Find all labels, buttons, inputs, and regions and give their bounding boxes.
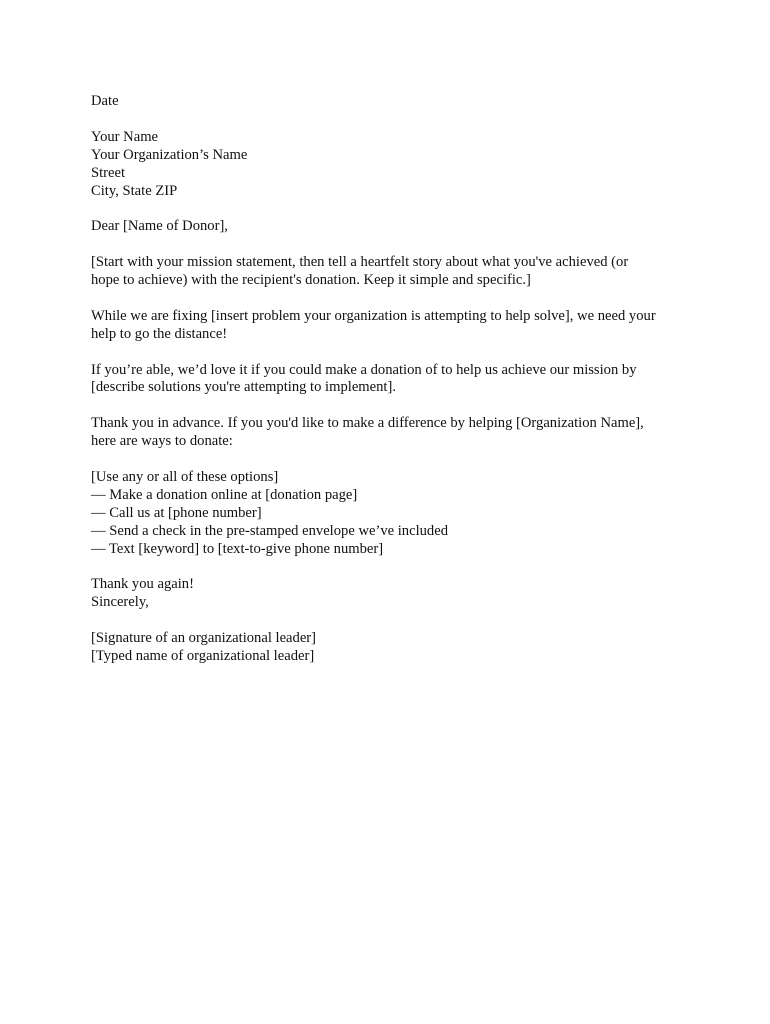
letter-date: Date [91,93,119,109]
paragraph-line: help to go the distance! [91,325,228,342]
donation-options [91,469,691,559]
option-item: — Send a check in the pre-stamped envelope we’ve included [91,522,449,539]
paragraph-mission [91,254,691,290]
signature-block [91,630,691,666]
sender-name: Your Name [91,128,159,145]
date-block [91,93,691,111]
option-item: — Text [keyword] to [text-to-give phone number] [91,540,384,557]
paragraph-thanks-advance [91,415,691,451]
closing-sign-off: Sincerely, [91,594,149,611]
sender-address [91,129,691,201]
closing-thanks: Thank you again! [91,576,194,593]
paragraph-line: If you’re able, we’d love it if you could make a donation of to help us achieve our mission by [91,361,637,378]
option-item: — Make a donation online at [donation page] [91,486,358,503]
salutation: Dear [Name of Donor], [91,218,228,235]
paragraph-line: Thank you in advance. If you you'd like to make a difference by helping [Organization Name], [91,415,644,432]
paragraph-line: While we are fixing [insert problem your organization is attempting to help solve], we need your [91,307,656,324]
sender-street: Street [91,164,126,181]
signature-line: [Signature of an organizational leader] [91,630,317,647]
paragraph-line: here are ways to donate: [91,433,233,450]
options-intro: [Use any or all of these options] [91,468,279,485]
paragraph-line: [describe solutions you're attempting to implement]. [91,379,396,396]
closing-block [91,576,691,612]
sender-organization: Your Organization’s Name [91,146,248,163]
paragraph-ask [91,362,691,398]
salutation-block [91,218,691,236]
paragraph-problem [91,308,691,344]
paragraph-line: [Start with your mission statement, then tell a heartfelt story about what you've achieved (or [91,254,629,271]
letter-body [91,93,691,684]
sender-city-state-zip: City, State ZIP [91,182,178,199]
paragraph-line: hope to achieve) with the recipient's donation. Keep it simple and specific.] [91,272,531,289]
typed-name: [Typed name of organizational leader] [91,647,315,664]
option-item: — Call us at [phone number] [91,504,262,521]
